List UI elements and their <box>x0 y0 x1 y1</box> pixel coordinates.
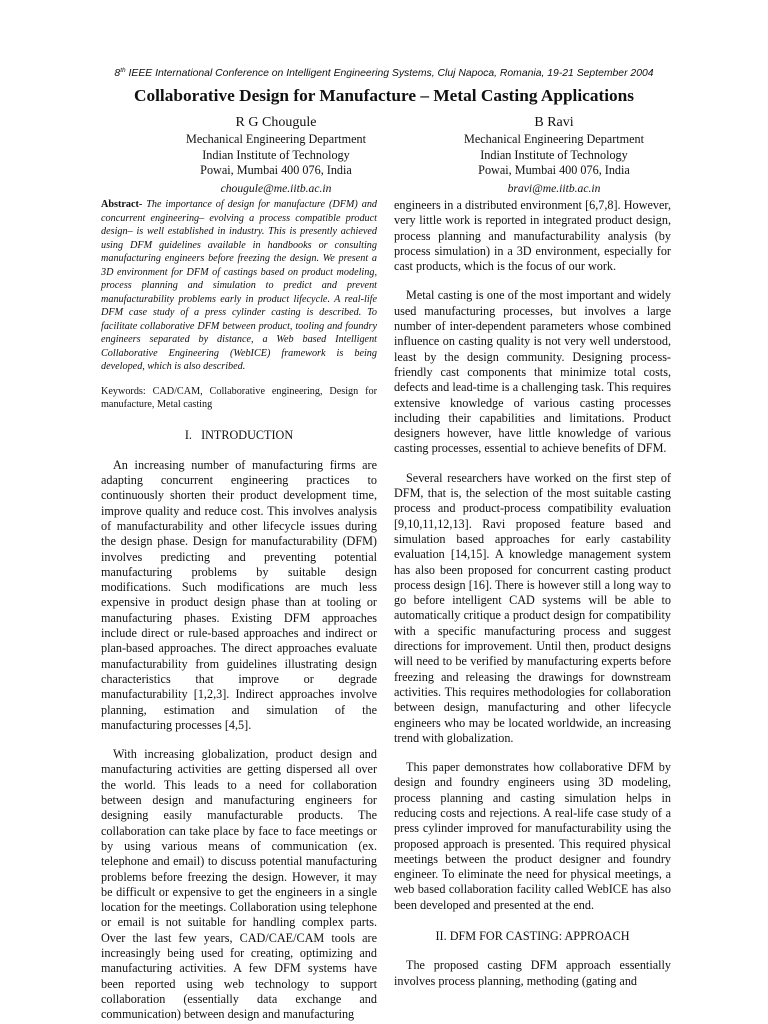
conference-ordinal: 8 <box>114 68 121 79</box>
author-email[interactable]: chougule@me.iitb.ac.in <box>220 181 332 195</box>
conference-line <box>0 67 768 79</box>
section-heading-introduction: I. INTRODUCTION <box>184 427 294 442</box>
paragraph: Several researchers have worked on the first step of DFM, that is, the selection of the most suitable casting process and product-process compatibility evaluation [9,10,11,12,13]. Ravi proposed feature based and simulation based approaches for early castability evaluation [14,15]. A knowledge management system has also been proposed for concurrent casting product process design [16]. There is however still a long way to go before intelligent CAD systems will be able to automatically critique a product design for compatibility with a specific manufacturing process and suggest directions for improvement. Until then, product designs will need to be verified by manufacturing experts before freezing and releasing the drawings for downstream activities. This requires methodologies for collaboration between design, manufacturing and other lifecycle engineers who may be located worldwide, an increasing trend with globalization. <box>394 470 671 745</box>
keywords: Keywords: CAD/CAM, Collaborative engineering, Design for manufacture, Metal casting <box>101 385 377 410</box>
paragraph: Metal casting is one of the most important and widely used manufacturing processes, but involves a large number of inter-dependent parameters whose combined influence on casting quality is not very well understood, least by the design community. Designing process-friendly cast components that minimize total costs, defects and lead-time is a challenging task. This requires extensive knowledge of various casting processes including their capabilities and limitations. Product designers however, have little knowledge of various casting processes, essential to achieve benefits of DFM. <box>394 288 671 456</box>
author-name: B Ravi <box>534 115 574 130</box>
paragraph: An increasing number of manufacturing firms are adapting concurrent engineering practices to continuously shorten their product development time, improve quality and reduce cost. This involves analysis of manufacturability and other lifecycle issues during the design phase. Design for manufacturability (DFM) involves predicting and preventing potential manufacturing problems by suitable design modifications. Such modifications are much less expensive in product design phase than at tooling or manufacturing phases. Existing DFM approaches include direct or rule-based approaches and indirect or plan-based approaches. The direct approaches evaluate manufacturability from guidelines illustrating design characteristics that improve or degrade manufacturability [1,2,3]. Indirect approaches involve planning, estimation and simulation of the manufacturing processes [4,5]. <box>101 457 377 732</box>
paragraph: engineers in a distributed environment [6,7,8]. However, very little work is reported in integrated product design, process planning and manufacturability analysis (by process simulation) in a 3D environment, especially for cast products, which is the focus of our work. <box>394 198 671 274</box>
conference-name: IEEE International Conference on Intelligent Engineering Systems, Cluj Napoca, Romania, 19-21 September 2004 <box>128 68 654 79</box>
abstract-text: The importance of design for manufacture (DFM) and concurrent engineering– evolving a process compatible product design– is well established in industry. This is presently achieved using DFM guidelines available in handbooks or consulting manufacturing engineers before freezing the design. We present a 3D environment for DFM of castings based on product modeling, process planning and simulation to predict and prevent manufacturability problems early in product lifecycle. A real-life DFM case study of a press cylinder casting is described. To facilitate collaborative DFM between product, tooling and foundry engineers separated by distance, a Web based Intelligent Collaborative Engineering (WebICE) framework is being developed, which is also described. <box>101 199 378 372</box>
author-email[interactable]: bravi@me.iitb.ac.in <box>507 181 601 195</box>
paragraph: This paper demonstrates how collaborative DFM by design and foundry engineers using 3D modeling, process planning and casting simulation helps in reducing costs and rejections. A real-life case study of a press cylinder improved for manufacturability using the proposed approach is presented. This required physical meetings between the product designer and foundry engineer. To eliminate the need for physical meetings, a web based collaboration facility called WebICE has also been developed and presented at the end. <box>394 760 671 912</box>
author-block-2 <box>404 115 704 196</box>
conference-ordinal-suffix: th <box>120 67 126 74</box>
author-block-1 <box>126 115 426 196</box>
author-dept: Mechanical Engineering Department <box>463 132 645 147</box>
author-institute: Indian Institute of Technology <box>480 147 628 162</box>
paragraph: With increasing globalization, product design and manufacturing activities are getting dispersed all over the world. This leads to a need for collaboration between design and manufacturing engineers for designing easily manufacturable products. The collaboration can take place by face to face meetings or by using various means of communication (ex. telephone and email) to discuss potential manufacturing problems before freezing the design. However, it may be difficult or expensive to get the engineers in a single location for the meetings. Collaboration using telephone or email is not suitable for handling complex parts. Over the last few years, CAD/CAE/CAM tools are increasingly being used for creating, optimizing and manufacturing activities. A few DFM systems have been reported using web technology to support collaboration (essentially data exchange and communication) between design and manufacturing <box>101 747 377 1022</box>
author-dept: Mechanical Engineering Department <box>185 132 367 147</box>
abstract-label: Abstract- <box>101 199 143 210</box>
section-heading-dfm-approach: II. DFM FOR CASTING: APPROACH <box>435 929 630 944</box>
paragraph: The proposed casting DFM approach essentially involves process planning, methoding (gating and <box>394 958 671 988</box>
author-address: Powai, Mumbai 400 076, India <box>478 163 630 178</box>
left-column <box>101 198 377 1022</box>
author-name: R G Chougule <box>235 115 317 130</box>
author-institute: Indian Institute of Technology <box>202 147 350 162</box>
right-column <box>394 198 671 989</box>
author-address: Powai, Mumbai 400 076, India <box>200 163 352 178</box>
abstract <box>101 198 377 374</box>
paper-title: Collaborative Design for Manufacture – Metal Casting Applications <box>133 86 635 105</box>
